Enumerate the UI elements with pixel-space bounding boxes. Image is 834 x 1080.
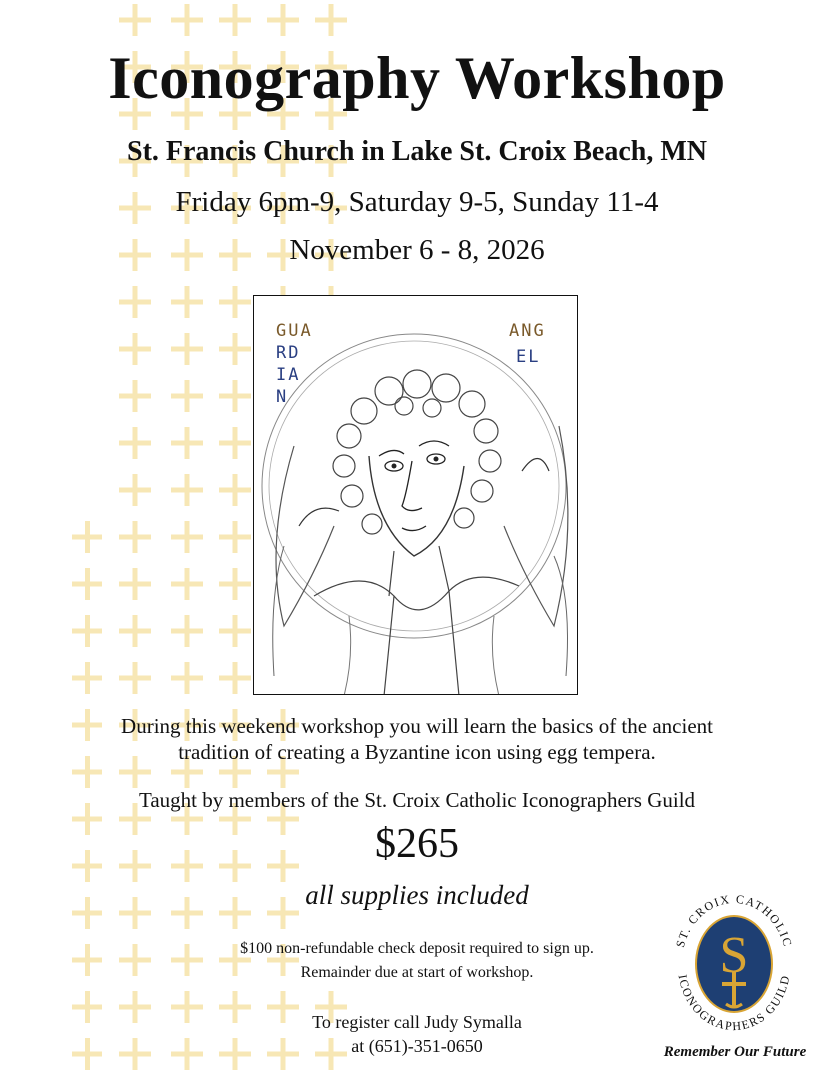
cross-icon — [119, 662, 151, 694]
logo-ring-text-top: ST. CROIX CATHOLIC — [672, 891, 796, 949]
logo-ring-text-bottom: ICONOGRAPHERS GUILD — [675, 973, 793, 1034]
schedule-text: Friday 6pm-9, Saturday 9-5, Sunday 11-4 — [175, 186, 659, 218]
description-line-1: During this weekend workshop you will learn the basics of the ancient — [121, 714, 713, 738]
cross-icon — [219, 333, 251, 365]
cross-icon — [171, 615, 203, 647]
cross-icon — [171, 662, 203, 694]
angel-drawing — [254, 296, 578, 695]
inscription-right-line2: EL — [516, 347, 541, 367]
deposit-line-1: $100 non-refundable check deposit required to sign up. — [240, 940, 594, 957]
inscription-left-line4: N — [276, 387, 289, 407]
cross-icon — [171, 568, 203, 600]
cross-icon — [72, 521, 102, 553]
cross-icon — [171, 380, 203, 412]
price-text: $265 — [375, 821, 459, 867]
cross-icon — [119, 4, 151, 36]
cross-icon — [119, 427, 151, 459]
cross-icon — [315, 4, 347, 36]
cross-icon — [219, 4, 251, 36]
cross-icon — [72, 568, 102, 600]
cross-icon — [219, 380, 251, 412]
cross-icon — [119, 333, 151, 365]
inscription-right-line1: ANG — [509, 321, 546, 341]
cross-icon — [119, 380, 151, 412]
cross-icon — [119, 474, 151, 506]
dates-text: November 6 - 8, 2026 — [289, 234, 545, 266]
cross-icon — [267, 4, 299, 36]
guild-motto: Remember Our Future — [663, 1044, 807, 1060]
cross-icon — [219, 474, 251, 506]
cross-icon — [171, 4, 203, 36]
inscription-left-line3: IA — [276, 365, 301, 385]
deposit-line-2: Remainder due at start of workshop. — [300, 964, 534, 981]
cross-icon — [219, 286, 251, 318]
cross-icon — [171, 521, 203, 553]
logo-monogram: S — [719, 927, 749, 984]
cross-icon — [171, 427, 203, 459]
cross-icon — [219, 568, 251, 600]
cross-icon — [171, 286, 203, 318]
cross-icon — [171, 474, 203, 506]
cross-icon — [171, 333, 203, 365]
cross-icon — [219, 427, 251, 459]
register-line-2: at (651)-351-0650 — [351, 1036, 483, 1056]
cross-icon — [119, 615, 151, 647]
description-line-2: tradition of creating a Byzantine icon using egg tempera. — [178, 740, 656, 764]
cross-icon — [119, 568, 151, 600]
cross-icon — [72, 662, 102, 694]
cross-icon — [119, 286, 151, 318]
cross-icon — [219, 521, 251, 553]
register-line-1: To register call Judy Symalla — [312, 1012, 522, 1032]
page-title: Iconography Workshop — [108, 45, 726, 111]
cross-icon — [219, 615, 251, 647]
location-heading: St. Francis Church in Lake St. Croix Beach, MN — [127, 136, 707, 167]
guild-logo — [664, 888, 804, 1038]
cross-icon — [219, 662, 251, 694]
taught-by-text: Taught by members of the St. Croix Catholic Iconographers Guild — [138, 788, 696, 812]
inscription-left-line2: RD — [276, 343, 301, 363]
guardian-angel-icon-image — [253, 295, 578, 695]
cross-icon — [72, 615, 102, 647]
inscription-left-line1: GUA — [276, 321, 313, 341]
cross-icon — [119, 521, 151, 553]
supplies-included-text: all supplies included — [305, 880, 529, 910]
